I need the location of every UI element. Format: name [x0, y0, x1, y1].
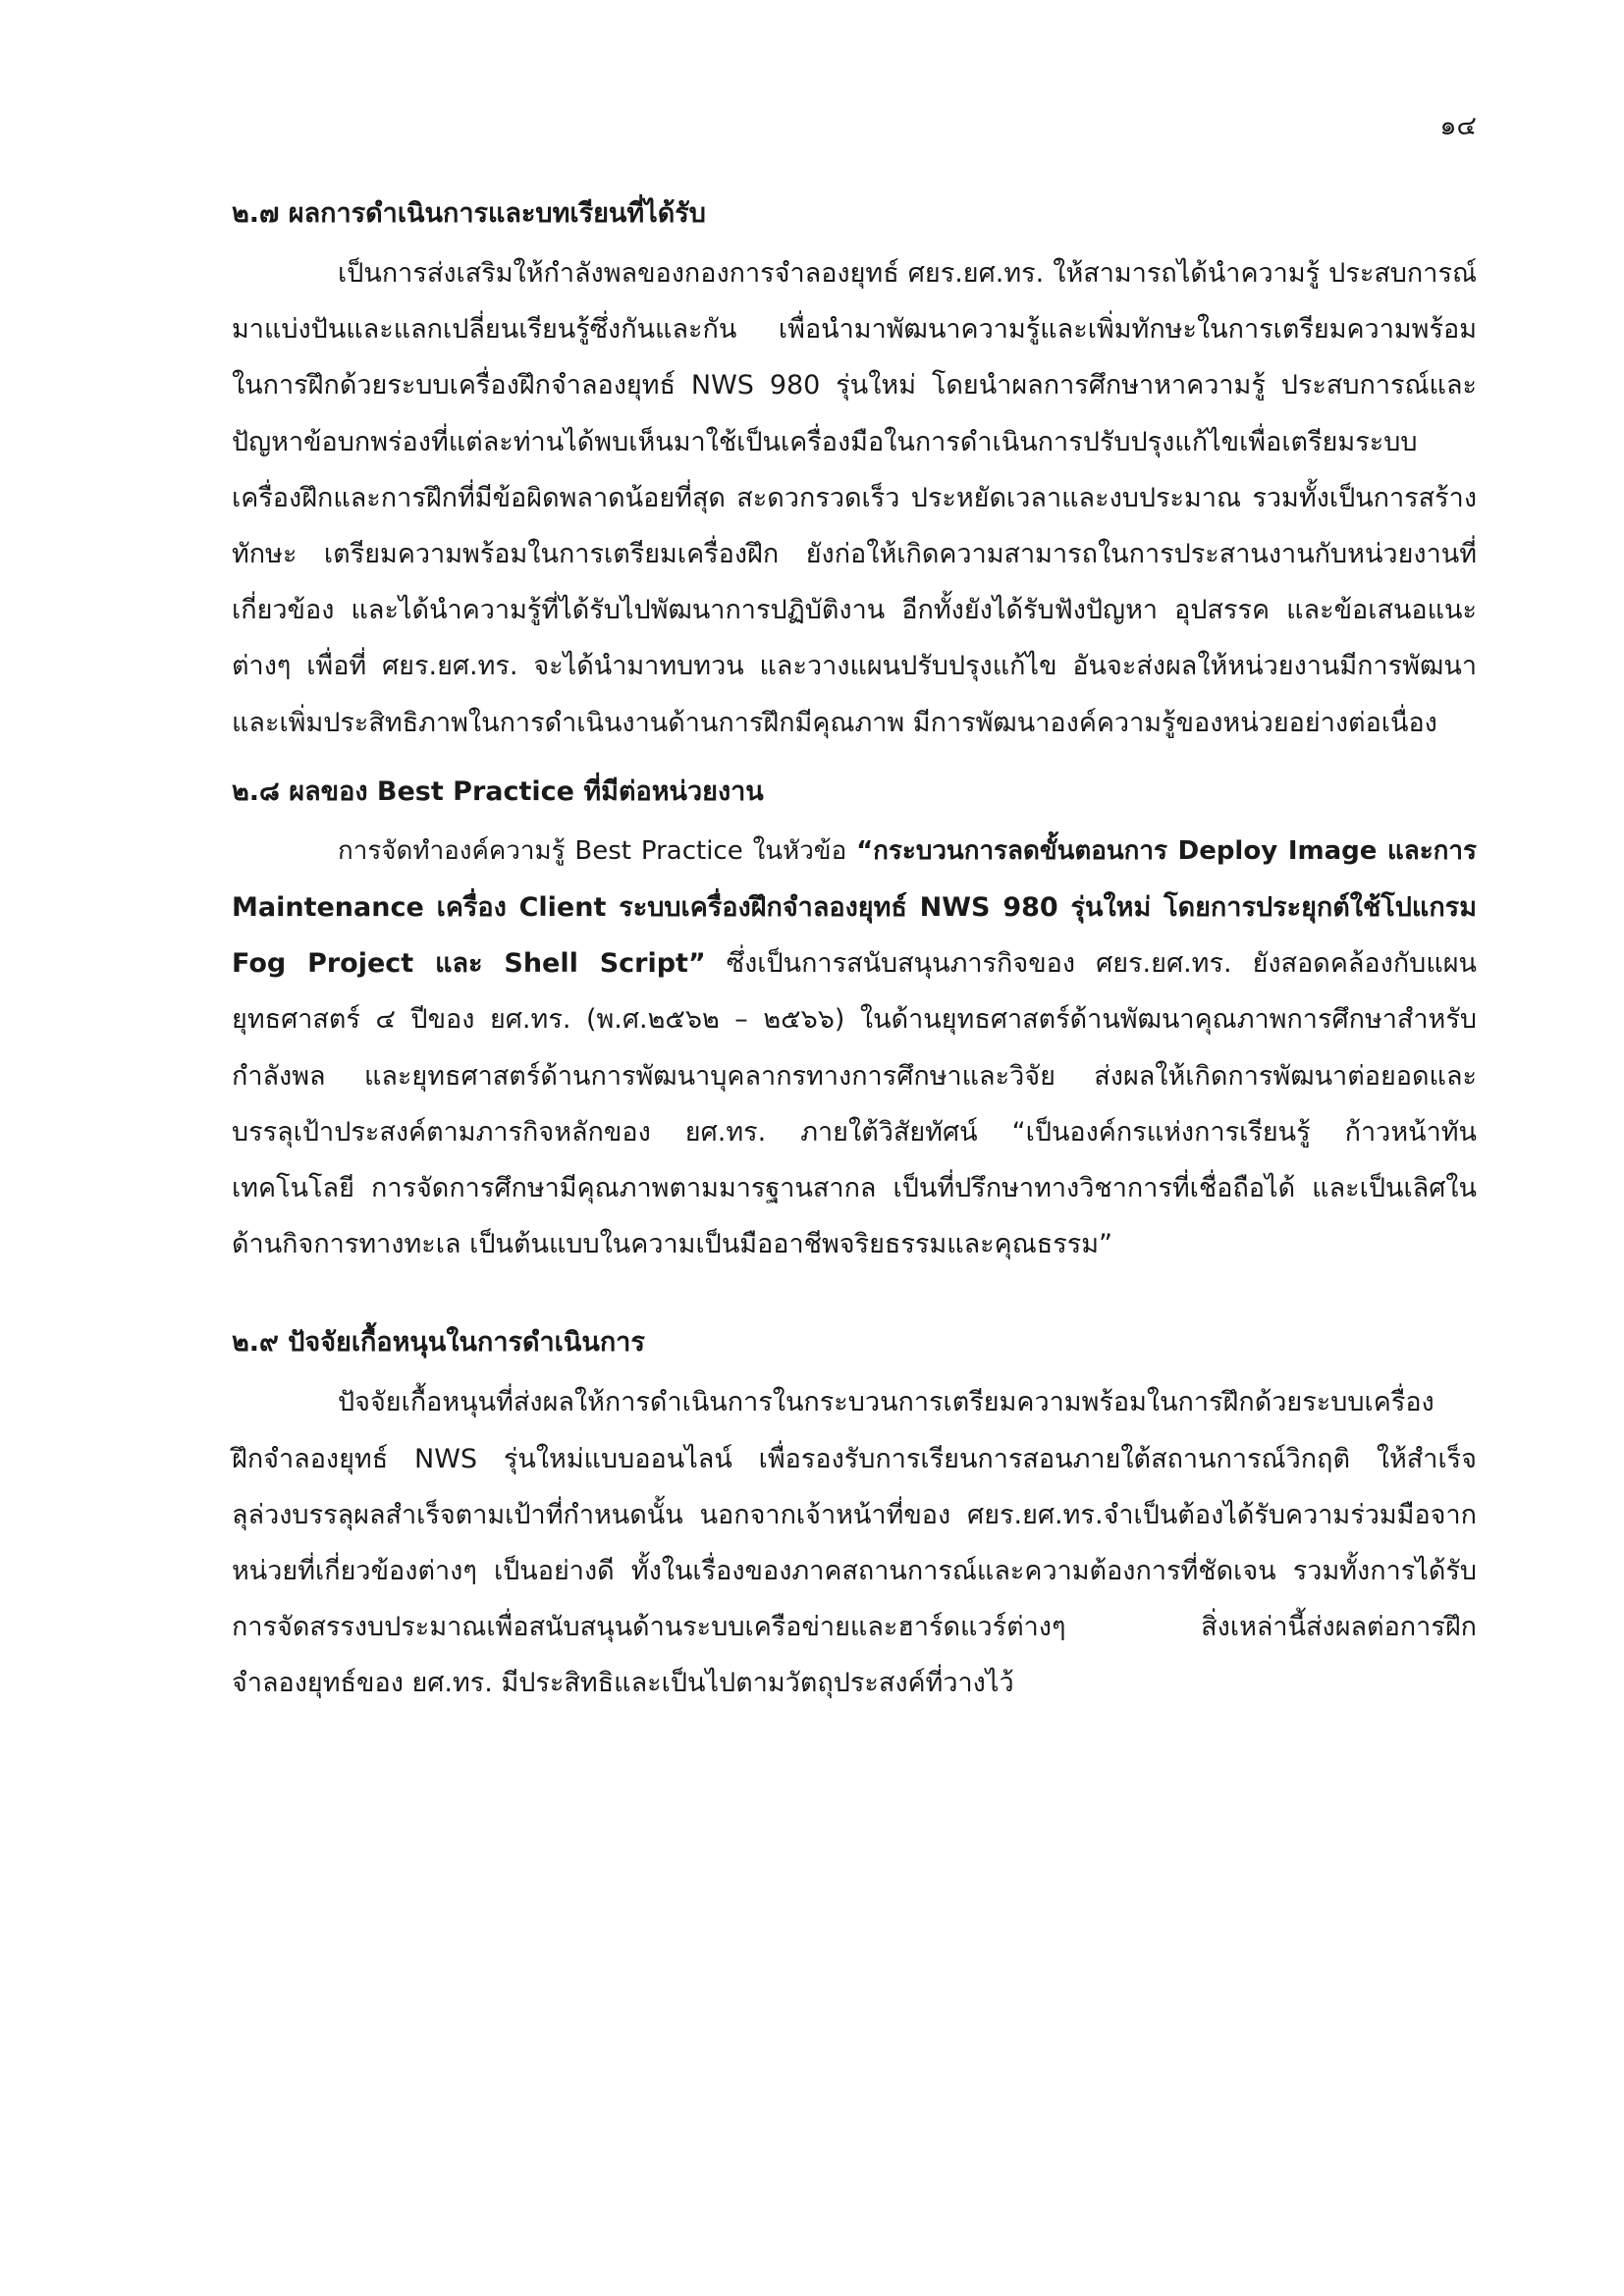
section-heading: ๒.๙ ปัจจัยเกื้อหนุนในการดำเนินการ	[232, 1327, 645, 1359]
paragraph-line: จำลองยุทธ์ของ ยศ.ทร. มีประสิทธิและเป็นไปตามวัตถุประสงค์ที่วางไว้	[232, 1668, 1014, 1699]
section-heading: ๒.๘ ผลของ Best Practice ที่มีต่อหน่วยงาน	[232, 775, 764, 807]
paragraph-line: ลุล่วงบรรลุผลสำเร็จตามเป้าที่กำหนดนั้น นอกจากเจ้าหน้าที่ของ ศยร.ยศ.ทร.จำเป็นต้องได้รับความร่วมมือจาก	[232, 1499, 1477, 1530]
document-body	[232, 194, 1477, 1712]
paragraph-text: การจัดทำองค์ความรู้ Best Practice ในหัวข้อ	[338, 835, 857, 866]
paragraph-line: ยุทธศาสตร์ ๔ ปีของ ยศ.ทร. (พ.ศ.๒๕๖๒ – ๒๕๖๖) ในด้านยุทธศาสตร์ด้านพัฒนาคุณภาพการศึกษาสำหรับ	[232, 1004, 1477, 1036]
paragraph-line: เครื่องฝึกและการฝึกที่มีข้อผิดพลาดน้อยที่สุด สะดวกรวดเร็ว ประหยัดเวลาและงบประมาณ รวมทั้งเป็นการสร้าง	[232, 482, 1477, 513]
section-2-8	[232, 773, 1477, 1273]
paragraph-line: เป็นการส่งเสริมให้กำลังพลของกองการจำลองยุทธ์ ศยร.ยศ.ทร. ให้สามารถได้นำความรู้ ประสบการณ์	[338, 258, 1477, 289]
paragraph-line: กำลังพล และยุทธศาสตร์ด้านการพัฒนาบุคลากรทางการศึกษาและวิจัย ส่งผลให้เกิดการพัฒนาต่อยอดและ	[232, 1060, 1477, 1092]
paragraph-line: ปัจจัยเกื้อหนุนที่ส่งผลให้การดำเนินการในกระบวนการเตรียมความพร้อมในการฝึกด้วยระบบเครื่อง	[338, 1387, 1435, 1418]
paragraph-line: บรรลุเป้าประสงค์ตามภารกิจหลักของ ยศ.ทร. ภายใต้วิสัยทัศน์ “เป็นองค์กรแห่งการเรียนรู้ ก้าวหน้าทัน	[232, 1116, 1477, 1148]
paragraph-text: ซึ่งเป็นการสนับสนุนภารกิจของ ศยร.ยศ.ทร. ยังสอดคล้องกับแผน	[705, 948, 1477, 980]
paragraph	[232, 1374, 1477, 1711]
paragraph-line: ด้านกิจการทางทะเล เป็นต้นแบบในความเป็นมืออาชีพจริยธรรมและคุณธรรม”	[232, 1229, 1113, 1260]
paragraph-line: เทคโนโลยี การจัดการศึกษามีคุณภาพตามมารฐานสากล เป็นที่ปรึกษาทางวิชาการที่เชื่อถือได้ และเป็นเลิศใน	[232, 1173, 1477, 1204]
project-title-text: Fog Project และ Shell Script”	[232, 948, 706, 980]
page-number: ๑๔	[1439, 111, 1477, 141]
project-title-line: Maintenance เครื่อง Client ระบบเครื่องฝึกจำลองยุทธ์ NWS 980 รุ่นใหม่ โดยการประยุกต์ใช้โปแกรม	[232, 892, 1477, 924]
paragraph-line: ในการฝึกด้วยระบบเครื่องฝึกจำลองยุทธ์ NWS 980 รุ่นใหม่ โดยนำผลการศึกษาหาความรู้ ประสบการณ์และ	[232, 370, 1477, 401]
paragraph-line: การจัดสรรงบประมาณเพื่อสนับสนุนด้านระบบเครือข่ายและฮาร์ดแวร์ต่างๆ สิ่งเหล่านี้ส่งผลต่อการฝึก	[232, 1612, 1477, 1643]
paragraph	[232, 245, 1477, 751]
paragraph-line: ฝึกจำลองยุทธ์ NWS รุ่นใหม่แบบออนไลน์ เพื่อรองรับการเรียนการสอนภายใต้สถานการณ์วิกฤติ ให้สำเร็จ	[232, 1443, 1477, 1474]
paragraph-line: ปัญหาข้อบกพร่องที่แต่ละท่านได้พบเห็นมาใช้เป็นเครื่องมือในการดำเนินการปรับปรุงแก้ไขเพื่อเตรียมระบบ	[232, 426, 1418, 457]
paragraph-line: หน่วยที่เกี่ยวข้องต่างๆ เป็นอย่างดี ทั้งในเรื่องของภาคสถานการณ์และความต้องการที่ชัดเจน รวมทั้งการได้รับ	[232, 1556, 1477, 1587]
paragraph-line: และเพิ่มประสิทธิภาพในการดำเนินงานด้านการฝึกมีคุณภาพ มีการพัฒนาองค์ความรู้ของหน่วยอย่างต่อเนื่อง	[232, 707, 1437, 738]
paragraph-line: มาแบ่งปันและแลกเปลี่ยนเรียนรู้ซึ่งกันและกัน เพื่อนำมาพัฒนาความรู้และเพิ่มทักษะในการเตรียมความพร้อม	[232, 314, 1477, 346]
paragraph-line	[232, 824, 1477, 880]
paragraph	[232, 824, 1477, 1273]
paragraph-line: เกี่ยวข้อง และได้นำความรู้ที่ได้รับไปพัฒนาการปฏิบัติงาน อีกทั้งยังได้รับฟังปัญหา อุปสรรค และข้อเสนอแนะ	[232, 595, 1477, 626]
section-2-7	[232, 194, 1477, 751]
section-2-9	[232, 1323, 1477, 1711]
paragraph-line	[232, 935, 1477, 991]
project-title-text: “กระบวนการลดขั้นตอนการ Deploy Image และการ	[856, 835, 1477, 866]
section-heading: ๒.๗ ผลการดำเนินการและบทเรียนที่ได้รับ	[232, 198, 706, 229]
paragraph-line: ต่างๆ เพื่อที่ ศยร.ยศ.ทร. จะได้นำมาทบทวน และวางแผนปรับปรุงแก้ไข อันจะส่งผลให้หน่วยงานมีการพัฒนา	[232, 651, 1477, 682]
paragraph-line: ทักษะ เตรียมความพร้อมในการเตรียมเครื่องฝึก ยังก่อให้เกิดความสามารถในการประสานงานกับหน่วยงานที่	[232, 539, 1477, 570]
